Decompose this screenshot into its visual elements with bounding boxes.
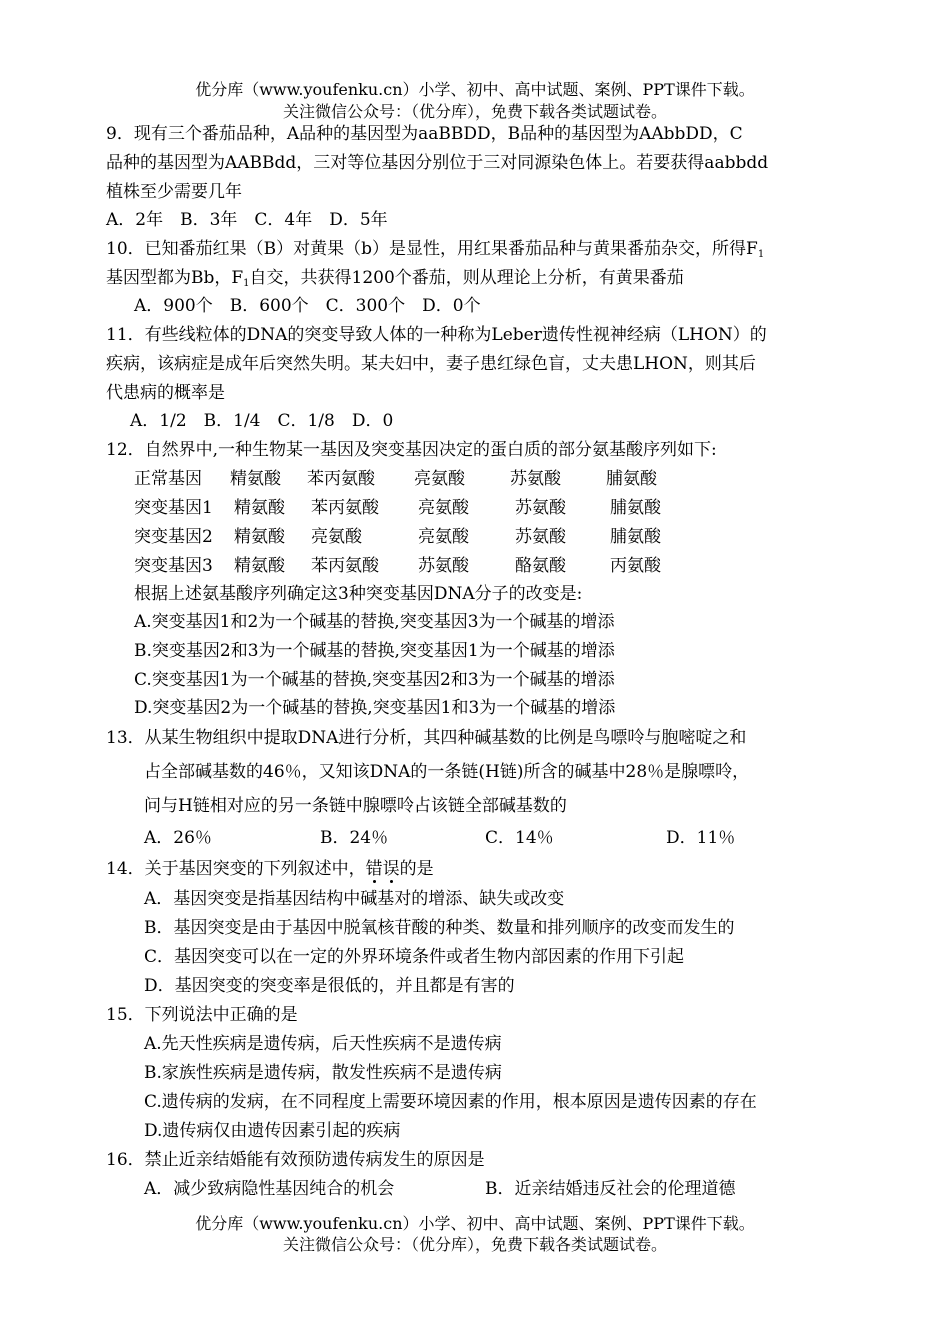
q10-line-2-text-a: 基因型都为Bb，F: [106, 268, 244, 288]
table-cell: 突变基因2: [134, 527, 213, 547]
table-cell: 苏氨酸: [515, 498, 566, 518]
q13-option-b: B．24％: [320, 828, 389, 848]
q10-line-1-text: 10．已知番茄红果（B）对黄果（b）是显性，用红果番茄品种与黄果番茄杂交，所得F: [106, 239, 758, 259]
q14-stem-post: 的是: [399, 859, 434, 879]
q13-option-d: D．11％: [666, 828, 736, 848]
q13-line-2: 占全部碱基数的46％，又知该DNA的一条链(H链)所含的碱基中28％是腺嘌呤，: [144, 762, 750, 782]
q16-option-b: B．近亲结婚违反社会的伦理道德: [485, 1179, 736, 1199]
q12-option-a: A.突变基因1和2为一个碱基的替换,突变基因3为一个碱基的增添: [134, 612, 615, 632]
q10-line-2-text-b: 自交，共获得1200个番茄，则从理论上分析，有黄果番茄: [249, 268, 684, 288]
table-cell: 亮氨酸: [418, 498, 469, 518]
q15-option-d: D.遗传病仅由遗传因素引起的疾病: [144, 1121, 401, 1141]
q16-stem: 16．禁止近亲结婚能有效预防遗传病发生的原因是: [106, 1150, 485, 1170]
q12-option-b: B.突变基因2和3为一个碱基的替换,突变基因1为一个碱基的增添: [134, 641, 615, 661]
table-cell: 脯氨酸: [610, 498, 661, 518]
q14-stem-pre: 14．关于基因突变的下列叙述中，: [106, 859, 366, 879]
table-cell: 脯氨酸: [610, 527, 661, 547]
q10-line-2: [106, 266, 684, 290]
q12-option-c: C.突变基因1为一个碱基的替换,突变基因2和3为一个碱基的增添: [134, 670, 615, 690]
q14-stem: [106, 857, 434, 881]
q9-line-3: 植株至少需要几年: [106, 182, 242, 202]
q14-option-c: C．基因突变可以在一定的外界环境条件或者生物内部因素的作用下引起: [144, 947, 685, 967]
q11-line-1: 11．有些线粒体的DNA的突变导致人体的一种称为Leber遗传性视神经病（LHON）的: [106, 325, 767, 345]
table-cell: 亮氨酸: [311, 527, 362, 547]
q12-stem: 12．自然界中,一种生物某一基因及突变基因决定的蛋白质的部分氨基酸序列如下:: [106, 440, 717, 460]
table-cell: 苏氨酸: [515, 527, 566, 547]
table-cell: 苯丙氨酸: [311, 498, 379, 518]
table-cell: 亮氨酸: [418, 527, 469, 547]
table-cell: 突变基因3: [134, 556, 213, 576]
table-cell: 丙氨酸: [610, 556, 661, 576]
q13-line-3: 问与H链相对应的另一条链中腺嘌呤占该链全部碱基数的: [144, 796, 567, 816]
table-cell: 精氨酸: [230, 469, 281, 489]
q13-option-a: A．26％: [144, 828, 212, 848]
q11-line-3: 代患病的概率是: [106, 383, 225, 403]
q10-line-2-subscript: 1: [243, 278, 250, 289]
q14-option-a: A．基因突变是指基因结构中碱基对的增添、缺失或改变: [144, 889, 565, 909]
table-cell: 突变基因1: [134, 498, 213, 518]
q10-line-1-subscript: 1: [757, 249, 765, 260]
table-cell: 苯丙氨酸: [311, 556, 379, 576]
q14-option-b: B．基因突变是由于基因中脱氧核苷酸的种类、数量和排列顺序的改变而发生的: [144, 918, 735, 938]
table-cell: 精氨酸: [234, 498, 285, 518]
q12-sequence-table: [0, 467, 950, 583]
q12-option-d: D.突变基因2为一个碱基的替换,突变基因1和3为一个碱基的增添: [134, 698, 616, 718]
header-line-1: 优分库（www.youfenku.cn）小学、初中、高中试题、案例、PPT课件下载。: [195, 80, 755, 99]
q9-line-1: 9．现有三个番茄品种，A品种的基因型为aaBBDD，B品种的基因型为AAbbDD，C: [106, 124, 743, 144]
q13-line-1: 13．从某生物组织中提取DNA进行分析，其四种碱基数的比例是鸟嘌呤与胞嘧啶之和: [106, 728, 747, 748]
q10-options: A．900个 B．600个 C．300个 D．0个: [134, 296, 481, 316]
q14-emphasis-char-1: 错: [365, 859, 383, 879]
footer-line-2: 关注微信公众号：（优分库），免费下载各类试题试卷。: [282, 1235, 667, 1254]
q13-option-c: C．14％: [485, 828, 554, 848]
table-cell: 苏氨酸: [510, 469, 561, 489]
q14-option-d: D．基因突变的突变率是很低的，并且都是有害的: [144, 976, 515, 996]
footer-line-1: 优分库（www.youfenku.cn）小学、初中、高中试题、案例、PPT课件下载。: [195, 1214, 755, 1233]
q15-option-c: C.遗传病的发病，在不同程度上需要环境因素的作用，根本原因是遗传因素的存在: [144, 1092, 757, 1112]
q14-emphasis-char-2: 误: [382, 859, 400, 879]
header-line-2: 关注微信公众号：（优分库），免费下载各类试题试卷。: [282, 102, 667, 121]
table-cell: 苯丙氨酸: [307, 469, 375, 489]
q9-options: A．2年 B．3年 C．4年 D．5年: [106, 210, 388, 230]
q16-option-a: A．减少致病隐性基因纯合的机会: [144, 1179, 395, 1199]
q11-line-2: 疾病，该病症是成年后突然失明。某夫妇中，妻子患红绿色盲，丈夫患LHON，则其后: [106, 354, 756, 374]
q15-stem: 15．下列说法中正确的是: [106, 1005, 298, 1025]
table-cell: 酪氨酸: [515, 556, 566, 576]
q12-prompt: 根据上述氨基酸序列确定这3种突变基因DNA分子的改变是:: [134, 584, 583, 604]
table-cell: 精氨酸: [234, 556, 285, 576]
table-cell: 正常基因: [134, 469, 202, 489]
q10-line-1: [106, 237, 764, 261]
q9-line-2: 品种的基因型为AABBdd，三对等位基因分别位于三对同源染色体上。若要获得aabbdd: [106, 153, 769, 173]
table-cell: 苏氨酸: [418, 556, 469, 576]
table-cell: 脯氨酸: [606, 469, 657, 489]
q15-option-a: A.先天性疾病是遗传病，后天性疾病不是遗传病: [144, 1034, 502, 1054]
table-cell: 精氨酸: [234, 527, 285, 547]
table-cell: 亮氨酸: [414, 469, 465, 489]
q11-options: A．1/2 B．1/4 C．1/8 D．0: [130, 411, 394, 431]
q15-option-b: B.家族性疾病是遗传病，散发性疾病不是遗传病: [144, 1063, 502, 1083]
